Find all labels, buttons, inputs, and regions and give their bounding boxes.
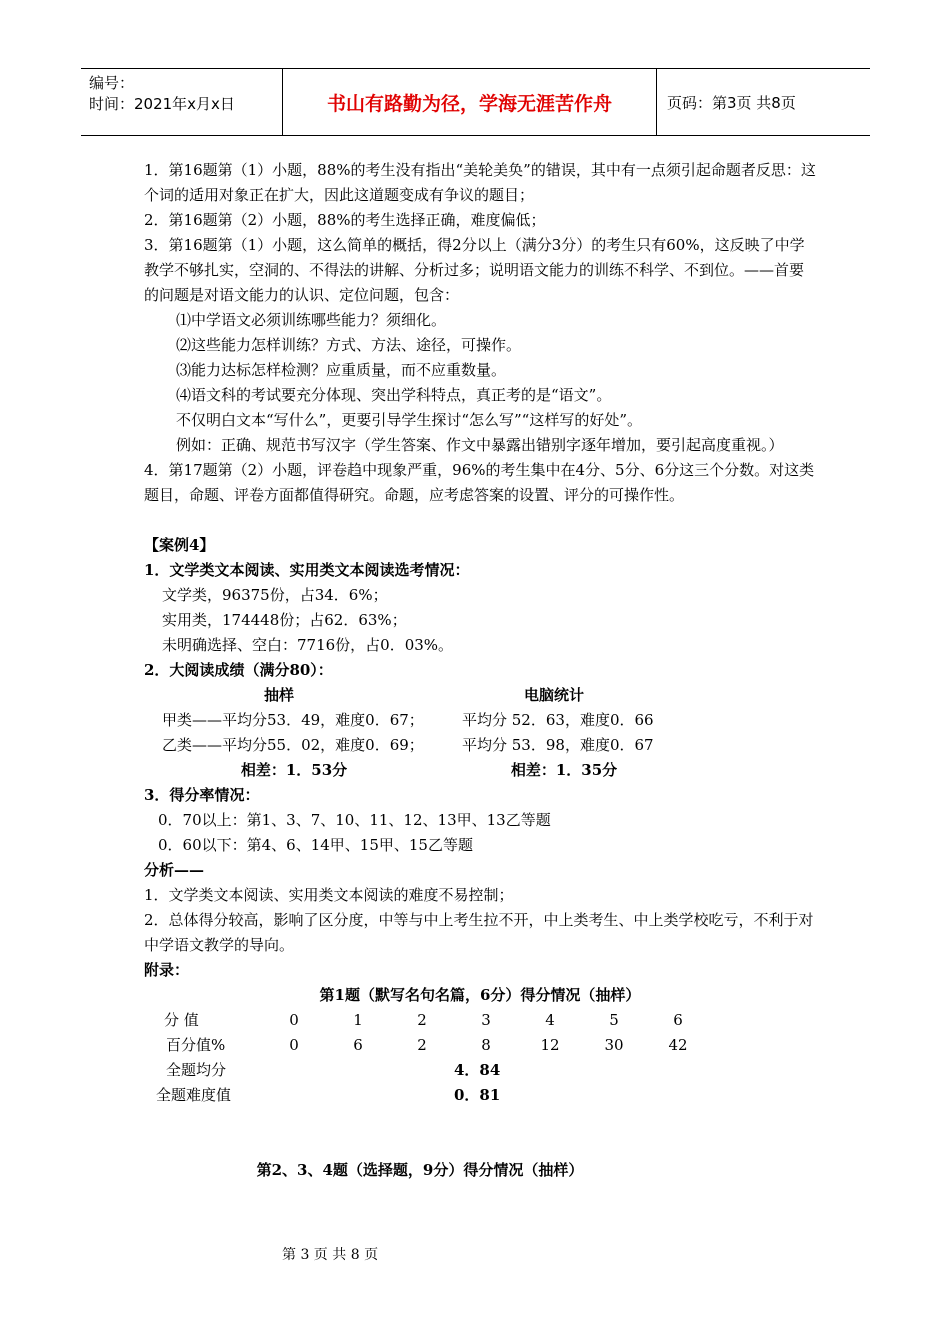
diff-cell: 相差：1．53分 bbox=[240, 761, 348, 779]
analysis-line: 1．文学类文本阅读、实用类文本阅读的难度不易控制； bbox=[144, 886, 514, 904]
table-cell: 1 bbox=[353, 1011, 363, 1029]
table-row bbox=[154, 1083, 710, 1108]
case-title: 【案例4】 bbox=[144, 536, 215, 554]
intro-item-3: 3．第16题第（1）小题，这么简单的概括，得2分以上（满分3分）的考生只有60%，这反映了中学教学不够扎实，空洞的、不得法的讲解、分析过多；说明语文能力的训练不科学、不到位。——首要的问题是对语文能力的认识、定位问题，包含： bbox=[144, 236, 805, 304]
section-2-title: 2．大阅读成绩（满分80）： bbox=[144, 661, 333, 679]
table-cell: 2 bbox=[417, 1036, 427, 1054]
table-row bbox=[154, 1033, 710, 1058]
table-cell: 6 bbox=[353, 1036, 363, 1054]
table-cell: 30 bbox=[604, 1036, 624, 1054]
table-cell: 百分值% bbox=[166, 1036, 226, 1054]
table-row bbox=[154, 1008, 710, 1033]
comparison-cell: 乙类——平均分55．02，难度0．69； bbox=[162, 736, 424, 754]
score-table-1 bbox=[154, 1008, 710, 1108]
table-row bbox=[154, 1058, 710, 1083]
table-cell: 0 bbox=[289, 1011, 299, 1029]
table-cell: 42 bbox=[668, 1036, 688, 1054]
comparison-header bbox=[144, 683, 816, 708]
table-cell: 0 bbox=[289, 1036, 299, 1054]
table-cell: 5 bbox=[609, 1011, 619, 1029]
table-cell: 分 值 bbox=[164, 1011, 199, 1029]
comparison-cell: 平均分 53．98，难度0．67 bbox=[462, 736, 654, 754]
table-cell: 全题均分 bbox=[166, 1061, 227, 1079]
section-3-line: 0．60以下：第4、6、14甲、15甲、15乙等题 bbox=[158, 836, 473, 854]
table-cell: 4 bbox=[545, 1011, 555, 1029]
time-label: 时间：2021年x月x日 bbox=[89, 95, 235, 113]
analysis-line: 2．总体得分较高，影响了区分度，中等与中上考生拉不开，中上类考生、中上类学校吃亏，不利于对中学语文教学的导向。 bbox=[144, 911, 814, 954]
comparison-cell: 平均分 52．63，难度0．66 bbox=[462, 711, 654, 729]
table-cell: 全题难度值 bbox=[156, 1086, 232, 1104]
table-2-title: 第2、3、4题（选择题，9分）得分情况（抽样） bbox=[256, 1161, 584, 1179]
header-page-label: 页码：第3页 共8页 bbox=[667, 93, 796, 112]
table-cell: 8 bbox=[481, 1036, 491, 1054]
section-1-line: 未明确选择、空白：7716份，占0．03%。 bbox=[162, 636, 454, 654]
sub-item-3: ⑶能力达标怎样检测？应重质量，而不应重数量。 bbox=[176, 361, 507, 379]
table-cell: 3 bbox=[481, 1011, 491, 1029]
comparison-diff-row bbox=[144, 758, 816, 783]
section-3-line: 0．70以上：第1、3、7、10、11、12、13甲、13乙等题 bbox=[158, 811, 551, 829]
comparison-row bbox=[144, 733, 816, 758]
page-footer: 第 3 页 共 8 页 bbox=[282, 1247, 379, 1263]
serial-label: 编号： bbox=[89, 74, 135, 92]
diff-cell: 相差：1．35分 bbox=[510, 761, 618, 779]
section-1-title: 1．文学类文本阅读、实用类文本阅读选考情况： bbox=[144, 561, 470, 579]
document-body bbox=[144, 158, 816, 1183]
sub-item-5: 不仅明白文本“写什么”，更要引导学生探讨“怎么写”“这样写的好处”。 bbox=[176, 411, 643, 429]
sub-item-2: ⑵这些能力怎样训练？方式、方法、途径，可操作。 bbox=[176, 336, 522, 354]
intro-item-2: 2．第16题第（2）小题，88%的考生选择正确，难度偏低； bbox=[144, 211, 546, 229]
table-1-title: 第1题（默写名句名篇，6分）得分情况（抽样） bbox=[319, 986, 641, 1004]
example-text: 例如：正确、规范书写汉字（学生答案、作文中暴露出错别字逐年增加，要引起高度重视。） bbox=[176, 436, 784, 454]
section-3-title: 3．得分率情况： bbox=[144, 786, 260, 804]
page-header bbox=[81, 68, 870, 136]
header-motto: 书山有路勤为径，学海无涯苦作舟 bbox=[283, 69, 657, 135]
computer-header: 电脑统计 bbox=[523, 686, 584, 704]
sub-item-4: ⑷语文科的考试要充分体现、突出学科特点，真正考的是“语文”。 bbox=[176, 386, 612, 404]
sub-item-1: ⑴中学语文必须训练哪些能力？须细化。 bbox=[176, 311, 447, 329]
table-cell: 2 bbox=[417, 1011, 427, 1029]
intro-item-4: 4．第17题第（2）小题，评卷趋中现象严重，96%的考生集中在4分、5分、6分这三个分数。对这类题目，命题、评卷方面都值得研究。命题，应考虑答案的设置、评分的可操作性。 bbox=[144, 461, 815, 504]
sample-header: 抽样 bbox=[263, 686, 294, 704]
appendix-title: 附录： bbox=[144, 961, 190, 979]
table-cell: 12 bbox=[540, 1036, 560, 1054]
header-meta bbox=[81, 69, 283, 135]
table-cell: 0．81 bbox=[454, 1086, 501, 1104]
section-1-line: 实用类，174448份；占62．63%； bbox=[162, 611, 407, 629]
intro-item-1: 1．第16题第（1）小题，88%的考生没有指出“美轮美奂”的错误，其中有一点须引起命题者反思：这个词的适用对象正在扩大，因此这道题变成有争议的题目； bbox=[144, 161, 816, 204]
comparison-row bbox=[144, 708, 816, 733]
section-1-line: 文学类，96375份，占34．6%； bbox=[162, 586, 388, 604]
table-cell: 4．84 bbox=[454, 1061, 501, 1079]
table-cell: 6 bbox=[673, 1011, 683, 1029]
analysis-title: 分析—— bbox=[144, 861, 205, 879]
comparison-cell: 甲类——平均分53．49，难度0．67； bbox=[162, 711, 424, 729]
